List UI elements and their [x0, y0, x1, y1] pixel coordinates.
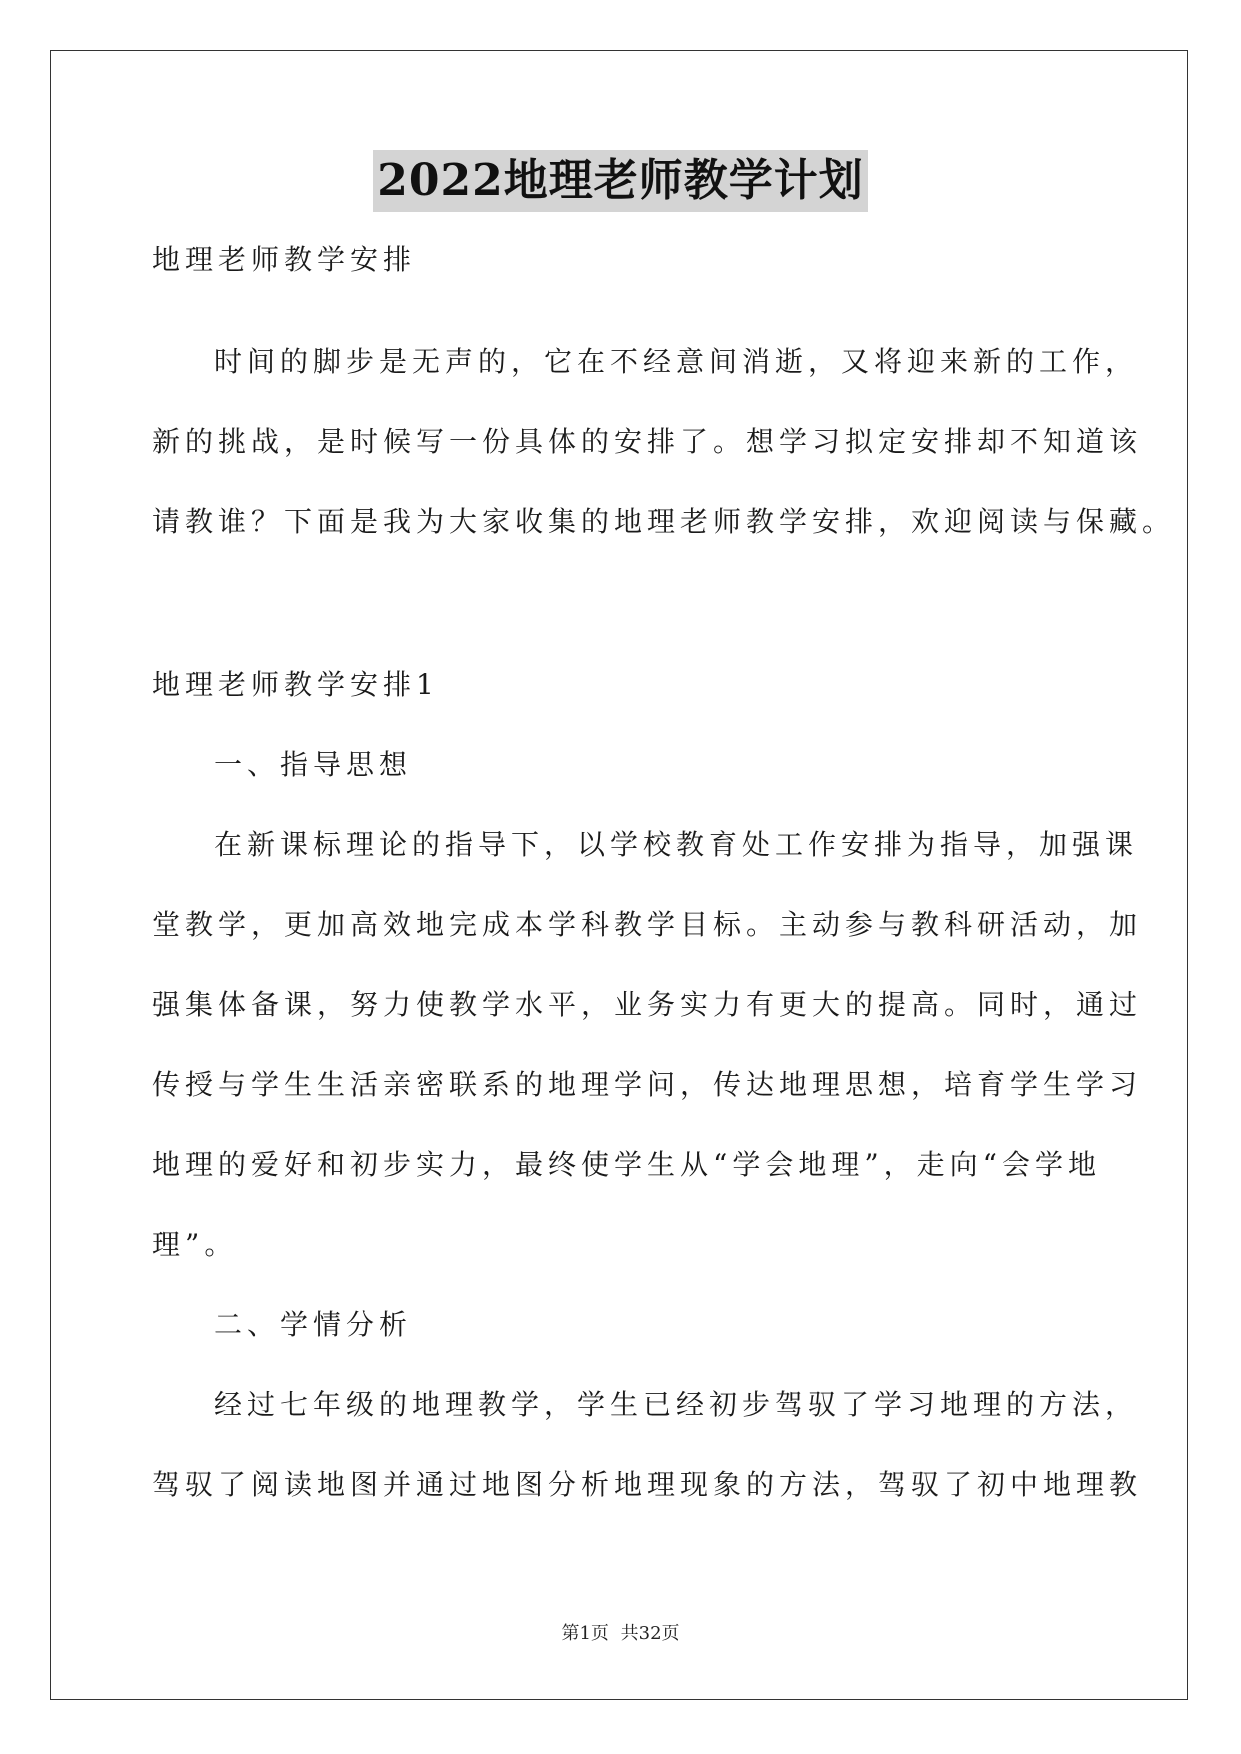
paragraph-line: 经过七年级的地理教学，学生已经初步驾驭了学习地理的方法，	[214, 1388, 1139, 1421]
paragraph-line: 时间的脚步是无声的，它在不经意间消逝，又将迎来新的工作，	[214, 345, 1139, 378]
page-number: 第1页	[561, 1623, 609, 1644]
subsection-heading: 二、学情分析	[214, 1308, 413, 1341]
paragraph-line: 地理的爱好和初步实力，最终使学生从“学会地理”，走向“会学地	[152, 1148, 1101, 1181]
page-footer	[0, 1622, 1241, 1646]
page-border	[50, 50, 1188, 1700]
section-heading: 地理老师教学安排	[152, 243, 417, 276]
paragraph-line: 在新课标理论的指导下，以学校教育处工作安排为指导，加强课	[214, 828, 1139, 861]
paragraph-line: 驾驭了阅读地图并通过地图分析地理现象的方法，驾驭了初中地理教	[152, 1468, 1143, 1501]
section-heading: 地理老师教学安排1	[152, 668, 439, 701]
document-title: 2022地理老师教学计划	[373, 150, 867, 212]
paragraph-line: 请教谁？下面是我为大家收集的地理老师教学安排，欢迎阅读与保藏。	[152, 505, 1176, 538]
paragraph-line: 理”。	[152, 1228, 238, 1261]
subsection-heading: 一、指导思想	[214, 748, 413, 781]
paragraph-line: 新的挑战，是时候写一份具体的安排了。想学习拟定安排却不知道该	[152, 425, 1143, 458]
page-total: 共32页	[620, 1623, 680, 1644]
paragraph-line: 堂教学，更加高效地完成本学科教学目标。主动参与教科研活动，加	[152, 908, 1143, 941]
paragraph-line: 传授与学生生活亲密联系的地理学问，传达地理思想，培育学生学习	[152, 1068, 1143, 1101]
paragraph-line: 强集体备课，努力使教学水平，业务实力有更大的提高。同时，通过	[152, 988, 1143, 1021]
title-container	[0, 150, 1241, 212]
